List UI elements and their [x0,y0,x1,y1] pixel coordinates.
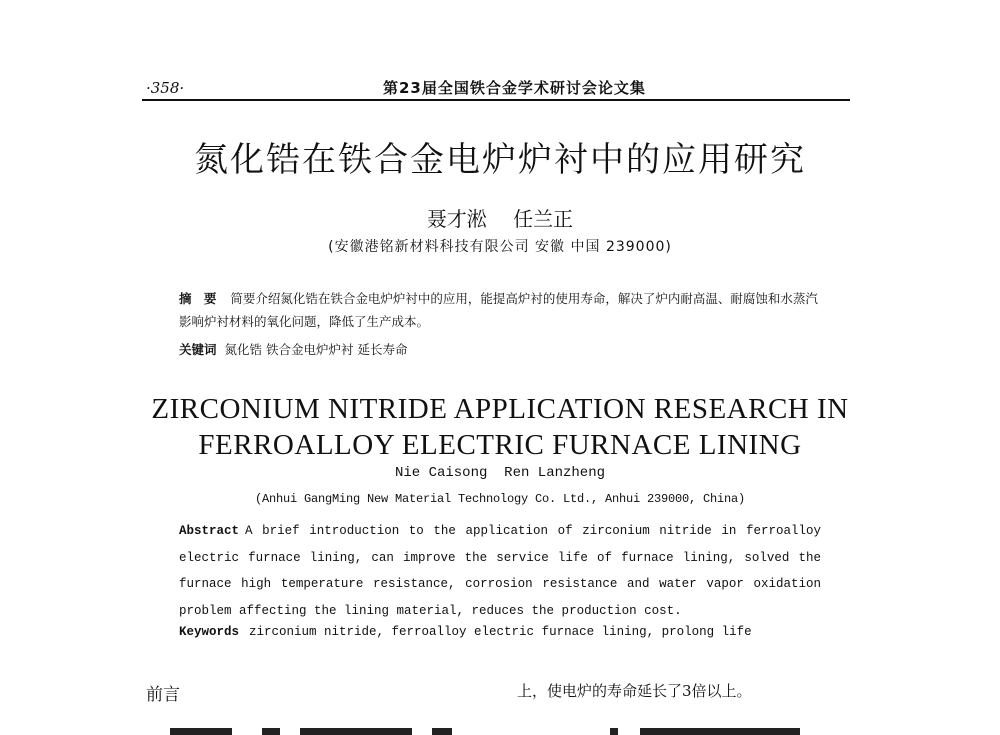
section-heading-preface: 前言 [146,685,180,705]
authors-en: Nie Caisong Ren Lanzheng [394,465,606,481]
cut-off-text-line [170,728,810,735]
keywords-label-en: Keywords [179,625,240,639]
page-number: ·358· [146,79,185,97]
paper-title-en [0,391,1000,463]
authors-cn: 聂才淞 任兰正 [426,207,574,231]
affiliation-en: (Anhui GangMing New Material Technology Co. Ltd., Anhui 239000, China) [254,492,746,506]
abstract-cn [179,287,819,333]
abstract-text-en: A brief introduction to the application of zirconium nitride in ferroalloy electric furnace lining, can improve the service life of furnace lining, solved the furnace high temperature resistance, corrosion resistance and water vapor oxidation problem affecting the lining material, reduces the production cost. [179,524,821,618]
keywords-text-en: zirconium nitride, ferroalloy electric furnace lining, prolong life [249,625,752,639]
paper-title-en-line1: ZIRCONIUM NITRIDE APPLICATION RESEARCH IN [151,393,849,425]
abstract-text-cn: 简要介绍氮化锆在铁合金电炉炉衬中的应用，能提高炉衬的使用寿命，解决了炉内耐高温、耐腐蚀和水蒸汽影响炉衬材料的氧化问题，降低了生产成本。 [179,291,818,329]
abstract-label-en: Abstract [179,524,240,538]
keywords-text-cn: 氮化锆 铁合金电炉炉衬 延长寿命 [224,342,408,357]
body-text-right-column: 上，使电炉的寿命延长了3倍以上。 [517,682,752,700]
paper-title-en-line2: FERROALLOY ELECTRIC FURNACE LINING [198,429,802,461]
header-rule [142,99,850,101]
keywords-cn [179,340,819,358]
keywords-label-cn: 关键词 [179,342,217,357]
keywords-en [179,625,821,639]
running-header: 第23届全国铁合金学术研讨会论文集 [383,79,646,97]
abstract-en [179,518,821,624]
paper-title-cn: 氮化锆在铁合金电炉炉衬中的应用研究 [194,140,806,180]
affiliation-cn: (安徽港铭新材料科技有限公司 安徽 中国 239000) [328,239,672,255]
abstract-label-cn: 摘 要 [179,291,221,306]
